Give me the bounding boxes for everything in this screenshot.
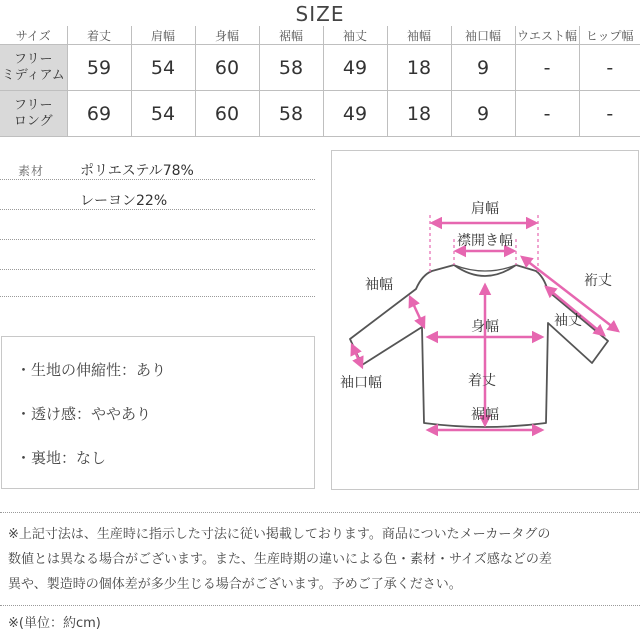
table-cell: -	[515, 91, 579, 137]
label-length: 着丈	[468, 373, 496, 389]
table-cell: 54	[131, 45, 195, 91]
material-value: レーヨン22%	[80, 193, 168, 209]
size-table	[0, 26, 640, 137]
label-shoulder: 肩幅	[471, 201, 499, 217]
material-section	[0, 150, 315, 297]
table-row	[0, 45, 640, 91]
table-cell: 49	[323, 91, 387, 137]
table-cell: -	[579, 91, 640, 137]
row-label-line2: ミディアム	[1, 67, 65, 83]
label-sleeve-width: 袖幅	[365, 277, 393, 293]
size-title: SIZE	[295, 2, 345, 26]
table-cell: 9	[451, 91, 515, 137]
label-sleeve-length: 袖丈	[554, 313, 582, 329]
table-cell: 49	[323, 45, 387, 91]
table-cell: 54	[131, 91, 195, 137]
header-size: サイズ	[0, 26, 67, 45]
material-row-empty	[0, 240, 315, 270]
material-row-empty	[0, 270, 315, 297]
header-shoulder: 肩幅	[131, 26, 195, 45]
table-cell: 18	[387, 91, 451, 137]
table-cell: 69	[67, 91, 131, 137]
row-label-line2: ロング	[13, 113, 53, 129]
table-cell: 18	[387, 45, 451, 91]
header-length: 着丈	[67, 26, 131, 45]
label-yuki: 裄丈	[584, 273, 612, 289]
cuff-arrow	[352, 345, 362, 367]
table-cell: 58	[259, 45, 323, 91]
note-line: 異や、製造時の個体差が多少生じる場合がございます。予めご了承ください。	[8, 577, 462, 592]
table-cell: -	[579, 45, 640, 91]
garment-diagram-svg	[332, 151, 639, 490]
table-cell: 60	[195, 45, 259, 91]
header-sleeve-length: 袖丈	[323, 26, 387, 45]
fabric-properties-box	[1, 336, 315, 489]
row-label-line1: フリー	[14, 97, 53, 113]
notes-divider-top	[0, 512, 640, 513]
table-cell: 60	[195, 91, 259, 137]
property-lining: ・裏地：なし	[16, 449, 107, 467]
unit-note: ※(単位：約cm)	[8, 616, 101, 631]
row-label	[0, 45, 67, 91]
label-hem: 裾幅	[471, 407, 499, 423]
material-row-empty	[0, 210, 315, 240]
label-body-width: 身幅	[471, 319, 499, 335]
header-waist-width: ウエスト幅	[515, 26, 579, 45]
header-hem-width: 裾幅	[259, 26, 323, 45]
header-body-width: 身幅	[195, 26, 259, 45]
label-cuff: 袖口幅	[340, 375, 382, 391]
table-cell: 58	[259, 91, 323, 137]
row-label-line1: フリー	[14, 51, 53, 67]
material-value: ポリエステル78%	[80, 163, 194, 179]
table-cell: 9	[451, 45, 515, 91]
header-sleeve-width: 袖幅	[387, 26, 451, 45]
sleeve-width-arrow	[410, 297, 424, 327]
note-line: 数値とは異なる場合がございます。また、生産時期の違いによる色・素材・サイズ感などの差	[8, 552, 552, 567]
table-cell: -	[515, 45, 579, 91]
note-line: ※上記寸法は、生産時に指示した寸法に従い掲載しております。商品についたメーカータグの	[8, 527, 551, 542]
table-cell: 59	[67, 45, 131, 91]
measurement-diagram	[331, 150, 639, 490]
material-label: 素材	[18, 164, 45, 178]
notes-divider-bottom	[0, 605, 640, 606]
header-cuff-width: 袖口幅	[451, 26, 515, 45]
material-row	[0, 150, 315, 180]
header-hip-width: ヒップ幅	[579, 26, 640, 45]
notes	[8, 522, 636, 597]
property-sheerness: ・透け感：ややあり	[16, 405, 152, 423]
row-label	[0, 91, 67, 137]
material-row	[0, 180, 315, 210]
label-neck: 襟開き幅	[457, 233, 513, 249]
property-stretch: ・生地の伸縮性：あり	[16, 361, 167, 379]
table-row	[0, 91, 640, 137]
size-table-header	[0, 26, 640, 45]
